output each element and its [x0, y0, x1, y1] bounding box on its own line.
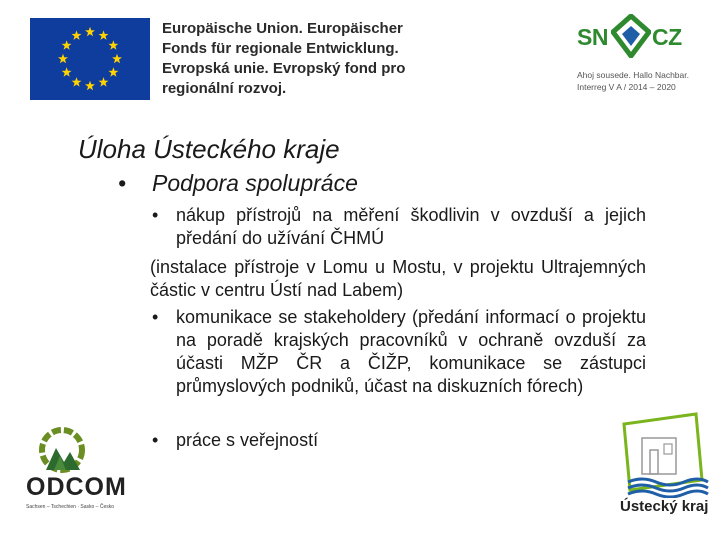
- bullet-icon: •: [152, 307, 159, 327]
- ustecky-kraj-label: Ústecký kraj: [620, 498, 709, 515]
- eu-star-icon: [62, 40, 72, 49]
- eu-text-line: Evropská unie. Evropský fond pro: [162, 60, 406, 77]
- eu-funding-text: [162, 19, 422, 99]
- list-item: [152, 306, 646, 398]
- list-item: [152, 204, 646, 250]
- odcom-tagline: Sachsen – Tschechien · Sasko – Česko: [26, 504, 115, 510]
- list-item-text: nákup přístrojů na měření škodlivin v ovzduší a jejich předání do užívání ČHMÚ: [176, 205, 646, 248]
- eu-text-line: Fonds für regionale Entwicklung.: [162, 40, 399, 57]
- castle-icon: [612, 410, 712, 498]
- odcom-logo: [24, 424, 127, 516]
- eu-star-icon: [108, 67, 118, 76]
- eu-star-icon: [72, 30, 82, 39]
- list-item: [152, 429, 646, 452]
- eu-star-icon: [108, 40, 118, 49]
- eu-star-icon: [62, 67, 72, 76]
- interreg-sn-cz-logo: [575, 14, 695, 100]
- eu-star-icon: [85, 81, 95, 90]
- odcom-emblem-icon: [24, 424, 124, 474]
- odcom-wordmark: ODCOM: [26, 473, 127, 501]
- eu-text-line: regionální rozvoj.: [162, 80, 287, 97]
- subheading: [118, 170, 358, 197]
- bullet-icon: •: [152, 205, 159, 225]
- sncz-emblem-icon: [611, 14, 651, 58]
- eu-star-icon: [99, 77, 109, 86]
- eu-flag-logo: [30, 18, 150, 100]
- list-item-text: práce s veřejností: [176, 430, 319, 450]
- list-item-text: komunikace se stakeholdery (předání informací o projektu na poradě krajských pracovníků v ochraně ovzduší za účasti MŽP ČR a ČIŽP, komunikace se zástupci průmyslových podniků, účast na diskuzních fórech): [176, 307, 646, 396]
- bullet-icon: •: [152, 430, 159, 450]
- eu-star-icon: [112, 54, 122, 63]
- sn-label: SN: [577, 24, 608, 50]
- eu-star-icon: [72, 77, 82, 86]
- subheading-text: Podpora spolupráce: [152, 170, 358, 196]
- sncz-program: Interreg V A / 2014 – 2020: [577, 82, 676, 92]
- paragraph: (instalace přístroje v Lomu u Mostu, v projektu Ultrajemných částic v centru Ústí nad Labem): [150, 257, 646, 300]
- eu-star-icon: [85, 27, 95, 36]
- eu-star-icon: [58, 54, 68, 63]
- page-title: Úloha Ústeckého kraje: [78, 134, 340, 164]
- ustecky-kraj-logo: [612, 410, 712, 522]
- bullet-icon: •: [118, 170, 127, 196]
- eu-star-icon: [99, 30, 109, 39]
- eu-text-line: Europäische Union. Europäischer: [162, 20, 403, 37]
- cz-label: CZ: [652, 24, 682, 50]
- sncz-slogan: Ahoj sousede. Hallo Nachbar.: [577, 70, 689, 80]
